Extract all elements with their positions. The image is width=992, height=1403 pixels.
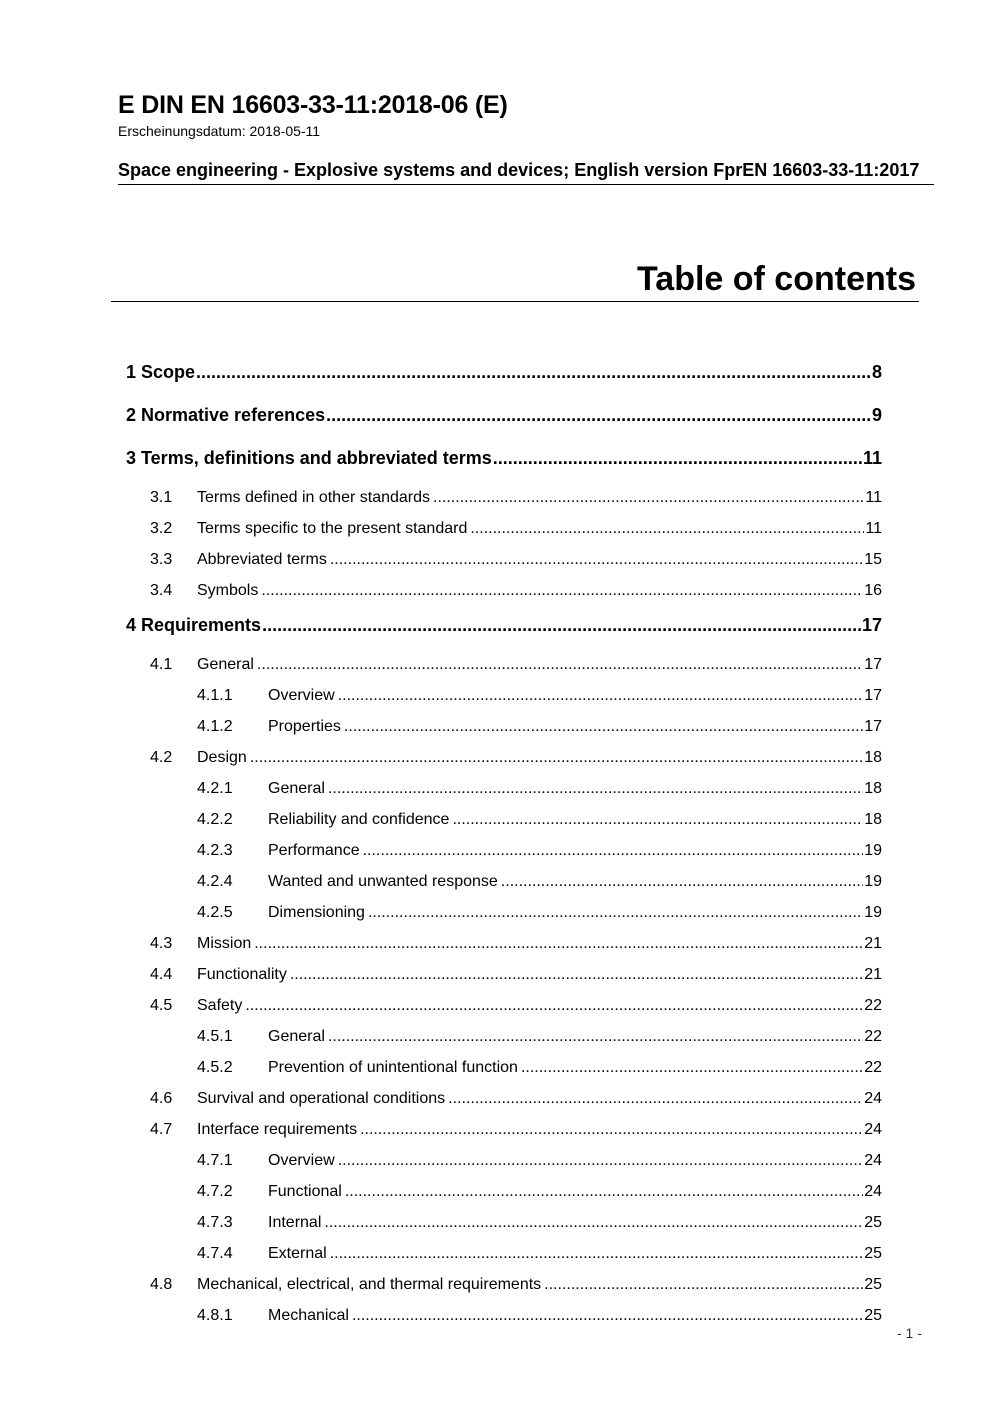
toc-entry-page: 11 xyxy=(865,520,882,537)
toc-entry[interactable] xyxy=(126,1244,882,1275)
toc-entry-label: Dimensioning xyxy=(268,904,365,921)
toc-entry-label: General xyxy=(268,780,325,797)
toc-entry-page: 18 xyxy=(864,749,882,766)
toc-entry-label: Safety xyxy=(197,997,243,1014)
toc-entry[interactable] xyxy=(126,488,882,519)
toc-entry-page: 21 xyxy=(864,935,882,952)
toc-entry-page: 24 xyxy=(864,1090,882,1107)
toc-entry[interactable] xyxy=(126,965,882,996)
toc-entry-page: 18 xyxy=(864,811,882,828)
toc-entry[interactable] xyxy=(126,779,882,810)
document-header xyxy=(118,90,934,185)
toc-dot-leader xyxy=(262,612,861,639)
toc-dot-leader xyxy=(521,1058,863,1078)
toc-dot-leader xyxy=(254,934,863,954)
toc-entry-label: Overview xyxy=(268,687,335,704)
toc-entry-label: Interface requirements xyxy=(197,1121,358,1138)
toc-entry-label: Overview xyxy=(268,1152,335,1169)
toc-entry[interactable] xyxy=(126,1027,882,1058)
toc-entry-page: 17 xyxy=(864,687,882,704)
toc-entry[interactable] xyxy=(126,1120,882,1151)
toc-entry[interactable] xyxy=(126,445,882,488)
toc-dot-leader xyxy=(448,1089,863,1109)
toc-entry[interactable] xyxy=(126,550,882,581)
toc-entry[interactable] xyxy=(126,1058,882,1089)
toc-entry-number: 4.1 xyxy=(150,656,173,673)
toc-entry-page: 16 xyxy=(864,582,882,599)
toc-entry-page: 18 xyxy=(864,780,882,797)
toc-entry-number: 2 xyxy=(126,405,137,425)
toc-dot-leader xyxy=(338,686,864,706)
toc-entry-page: 19 xyxy=(864,842,882,859)
toc-entry-label: Terms specific to the present standard xyxy=(197,520,468,537)
toc-dot-leader xyxy=(245,996,863,1016)
page-number: - 1 - xyxy=(897,1325,922,1341)
table-of-contents xyxy=(126,359,882,1337)
toc-entry[interactable] xyxy=(126,841,882,872)
toc-entry[interactable] xyxy=(126,1182,882,1213)
toc-entry[interactable] xyxy=(126,903,882,934)
toc-entry-label: Normative references xyxy=(141,405,326,425)
toc-entry-number: 4.1.2 xyxy=(197,718,233,735)
toc-entry-label: General xyxy=(268,1028,325,1045)
toc-entry-page: 11 xyxy=(865,489,882,506)
toc-entry-page: 15 xyxy=(864,551,882,568)
toc-dot-leader xyxy=(470,519,864,539)
toc-entry-number: 4.2.1 xyxy=(197,780,233,797)
toc-dot-leader xyxy=(544,1275,863,1295)
toc-dot-leader xyxy=(368,903,863,923)
toc-entry-page: 25 xyxy=(864,1307,882,1324)
toc-entry-number: 4.8 xyxy=(150,1276,173,1293)
toc-entry[interactable] xyxy=(126,996,882,1027)
toc-entry-label: Mechanical xyxy=(268,1307,349,1324)
toc-entry-number: 4.7.4 xyxy=(197,1245,233,1262)
toc-entry[interactable] xyxy=(126,748,882,779)
toc-entry-number: 4.7.1 xyxy=(197,1152,233,1169)
toc-entry-page: 25 xyxy=(864,1214,882,1231)
toc-entry-number: 4.2.4 xyxy=(197,873,233,890)
toc-entry-label: External xyxy=(268,1245,327,1262)
toc-entry-label: Performance xyxy=(268,842,360,859)
toc-entry[interactable] xyxy=(126,1306,882,1337)
toc-entry-page: 8 xyxy=(871,362,882,382)
toc-entry[interactable] xyxy=(126,1089,882,1120)
toc-dot-leader xyxy=(261,581,863,601)
toc-entry-page: 21 xyxy=(864,966,882,983)
toc-entry[interactable] xyxy=(126,686,882,717)
toc-dot-leader xyxy=(452,810,863,830)
toc-dot-leader xyxy=(250,748,863,768)
toc-entry-number: 3.3 xyxy=(150,551,173,568)
toc-entry-label: Symbols xyxy=(197,582,259,599)
toc-entry-number: 4.5.2 xyxy=(197,1059,233,1076)
toc-entry-page: 24 xyxy=(864,1121,882,1138)
toc-entry-number: 4.5 xyxy=(150,997,173,1014)
toc-dot-leader xyxy=(330,1244,864,1264)
toc-entry[interactable] xyxy=(126,1151,882,1182)
toc-entry[interactable] xyxy=(126,519,882,550)
toc-entry-number: 4.2 xyxy=(150,749,173,766)
document-id: E DIN EN 16603-33-11:2018-06 (E) xyxy=(118,91,508,119)
toc-dot-leader xyxy=(501,872,863,892)
toc-entry-page: 11 xyxy=(862,448,882,468)
toc-dot-leader xyxy=(328,1027,863,1047)
toc-entry-label: Internal xyxy=(268,1214,322,1231)
publication-date: Erscheinungsdatum: 2018-05-11 xyxy=(118,123,321,139)
toc-entry-page: 17 xyxy=(864,718,882,735)
toc-entry-number: 4.7.3 xyxy=(197,1214,233,1231)
toc-dot-leader xyxy=(330,550,863,570)
toc-entry-number: 1 xyxy=(126,362,137,382)
toc-dot-leader xyxy=(345,1182,863,1202)
toc-heading xyxy=(111,258,919,302)
toc-heading-text: Table of contents xyxy=(637,260,916,298)
toc-entry[interactable] xyxy=(126,581,882,612)
toc-dot-leader xyxy=(328,779,863,799)
toc-entry-label: Abbreviated terms xyxy=(197,551,327,568)
toc-entry[interactable] xyxy=(126,612,882,655)
toc-entry[interactable] xyxy=(126,934,882,965)
toc-entry-label: Design xyxy=(197,749,247,766)
toc-entry-number: 4.7.2 xyxy=(197,1183,233,1200)
toc-entry[interactable] xyxy=(126,810,882,841)
toc-entry-label: Survival and operational conditions xyxy=(197,1090,446,1107)
toc-entry-number: 4.2.2 xyxy=(197,811,233,828)
toc-entry-page: 17 xyxy=(861,615,882,635)
toc-entry-number: 3.2 xyxy=(150,520,173,537)
toc-entry-number: 3.1 xyxy=(150,489,173,506)
toc-dot-leader xyxy=(196,359,871,386)
toc-entry-label: General xyxy=(197,656,254,673)
toc-dot-leader xyxy=(493,445,862,472)
toc-dot-leader xyxy=(363,841,864,861)
toc-entry-label: Functional xyxy=(268,1183,342,1200)
toc-entry-number: 4.2.5 xyxy=(197,904,233,921)
toc-entry-label: Wanted and unwanted response xyxy=(268,873,498,890)
toc-entry-number: 4.5.1 xyxy=(197,1028,233,1045)
toc-entry[interactable] xyxy=(126,1213,882,1244)
toc-entry[interactable] xyxy=(126,1275,882,1306)
toc-entry-label: Terms, definitions and abbreviated terms xyxy=(141,448,492,468)
toc-entry-page: 19 xyxy=(864,873,882,890)
toc-entry-number: 4.7 xyxy=(150,1121,173,1138)
toc-entry-label: Prevention of unintentional function xyxy=(268,1059,518,1076)
toc-dot-leader xyxy=(360,1120,863,1140)
toc-entry-label: Reliability and confidence xyxy=(268,811,450,828)
toc-entry[interactable] xyxy=(126,402,882,445)
toc-dot-leader xyxy=(352,1306,863,1326)
toc-entry-number: 3.4 xyxy=(150,582,173,599)
toc-entry-number: 4.2.3 xyxy=(197,842,233,859)
toc-entry-page: 24 xyxy=(864,1183,882,1200)
toc-entry-page: 19 xyxy=(864,904,882,921)
toc-entry-number: 4 xyxy=(126,615,137,635)
toc-dot-leader xyxy=(324,1213,863,1233)
toc-entry[interactable] xyxy=(126,872,882,903)
toc-entry-label: Functionality xyxy=(197,966,287,983)
toc-entry-label: Terms defined in other standards xyxy=(197,489,431,506)
toc-entry-page: 25 xyxy=(864,1276,882,1293)
toc-dot-leader xyxy=(433,488,864,508)
toc-entry-page: 17 xyxy=(864,656,882,673)
toc-entry-page: 22 xyxy=(864,997,882,1014)
toc-dot-leader xyxy=(326,402,871,429)
toc-entry-page: 22 xyxy=(864,1028,882,1045)
toc-entry-number: 4.3 xyxy=(150,935,173,952)
toc-dot-leader xyxy=(344,717,863,737)
toc-dot-leader xyxy=(290,965,863,985)
toc-entry-number: 4.6 xyxy=(150,1090,173,1107)
toc-entry-label: Requirements xyxy=(141,615,262,635)
toc-entry-number: 4.8.1 xyxy=(197,1307,233,1324)
document-title: Space engineering - Explosive systems and devices; English version FprEN 16603-33-11:2017 xyxy=(118,159,934,185)
toc-entry-label: Properties xyxy=(268,718,341,735)
toc-entry[interactable] xyxy=(126,717,882,748)
toc-entry-number: 4.4 xyxy=(150,966,173,983)
toc-dot-leader xyxy=(338,1151,864,1171)
toc-entry[interactable] xyxy=(126,359,882,402)
toc-entry-page: 9 xyxy=(871,405,882,425)
toc-entry-number: 3 xyxy=(126,448,137,468)
toc-entry-number: 4.1.1 xyxy=(197,687,233,704)
toc-entry-page: 24 xyxy=(864,1152,882,1169)
toc-entry-page: 25 xyxy=(864,1245,882,1262)
toc-dot-leader xyxy=(257,655,863,675)
toc-entry-label: Mission xyxy=(197,935,252,952)
toc-entry-label: Mechanical, electrical, and thermal requirements xyxy=(197,1276,542,1293)
toc-entry-label: Scope xyxy=(141,362,196,382)
toc-entry[interactable] xyxy=(126,655,882,686)
toc-entry-page: 22 xyxy=(864,1059,882,1076)
